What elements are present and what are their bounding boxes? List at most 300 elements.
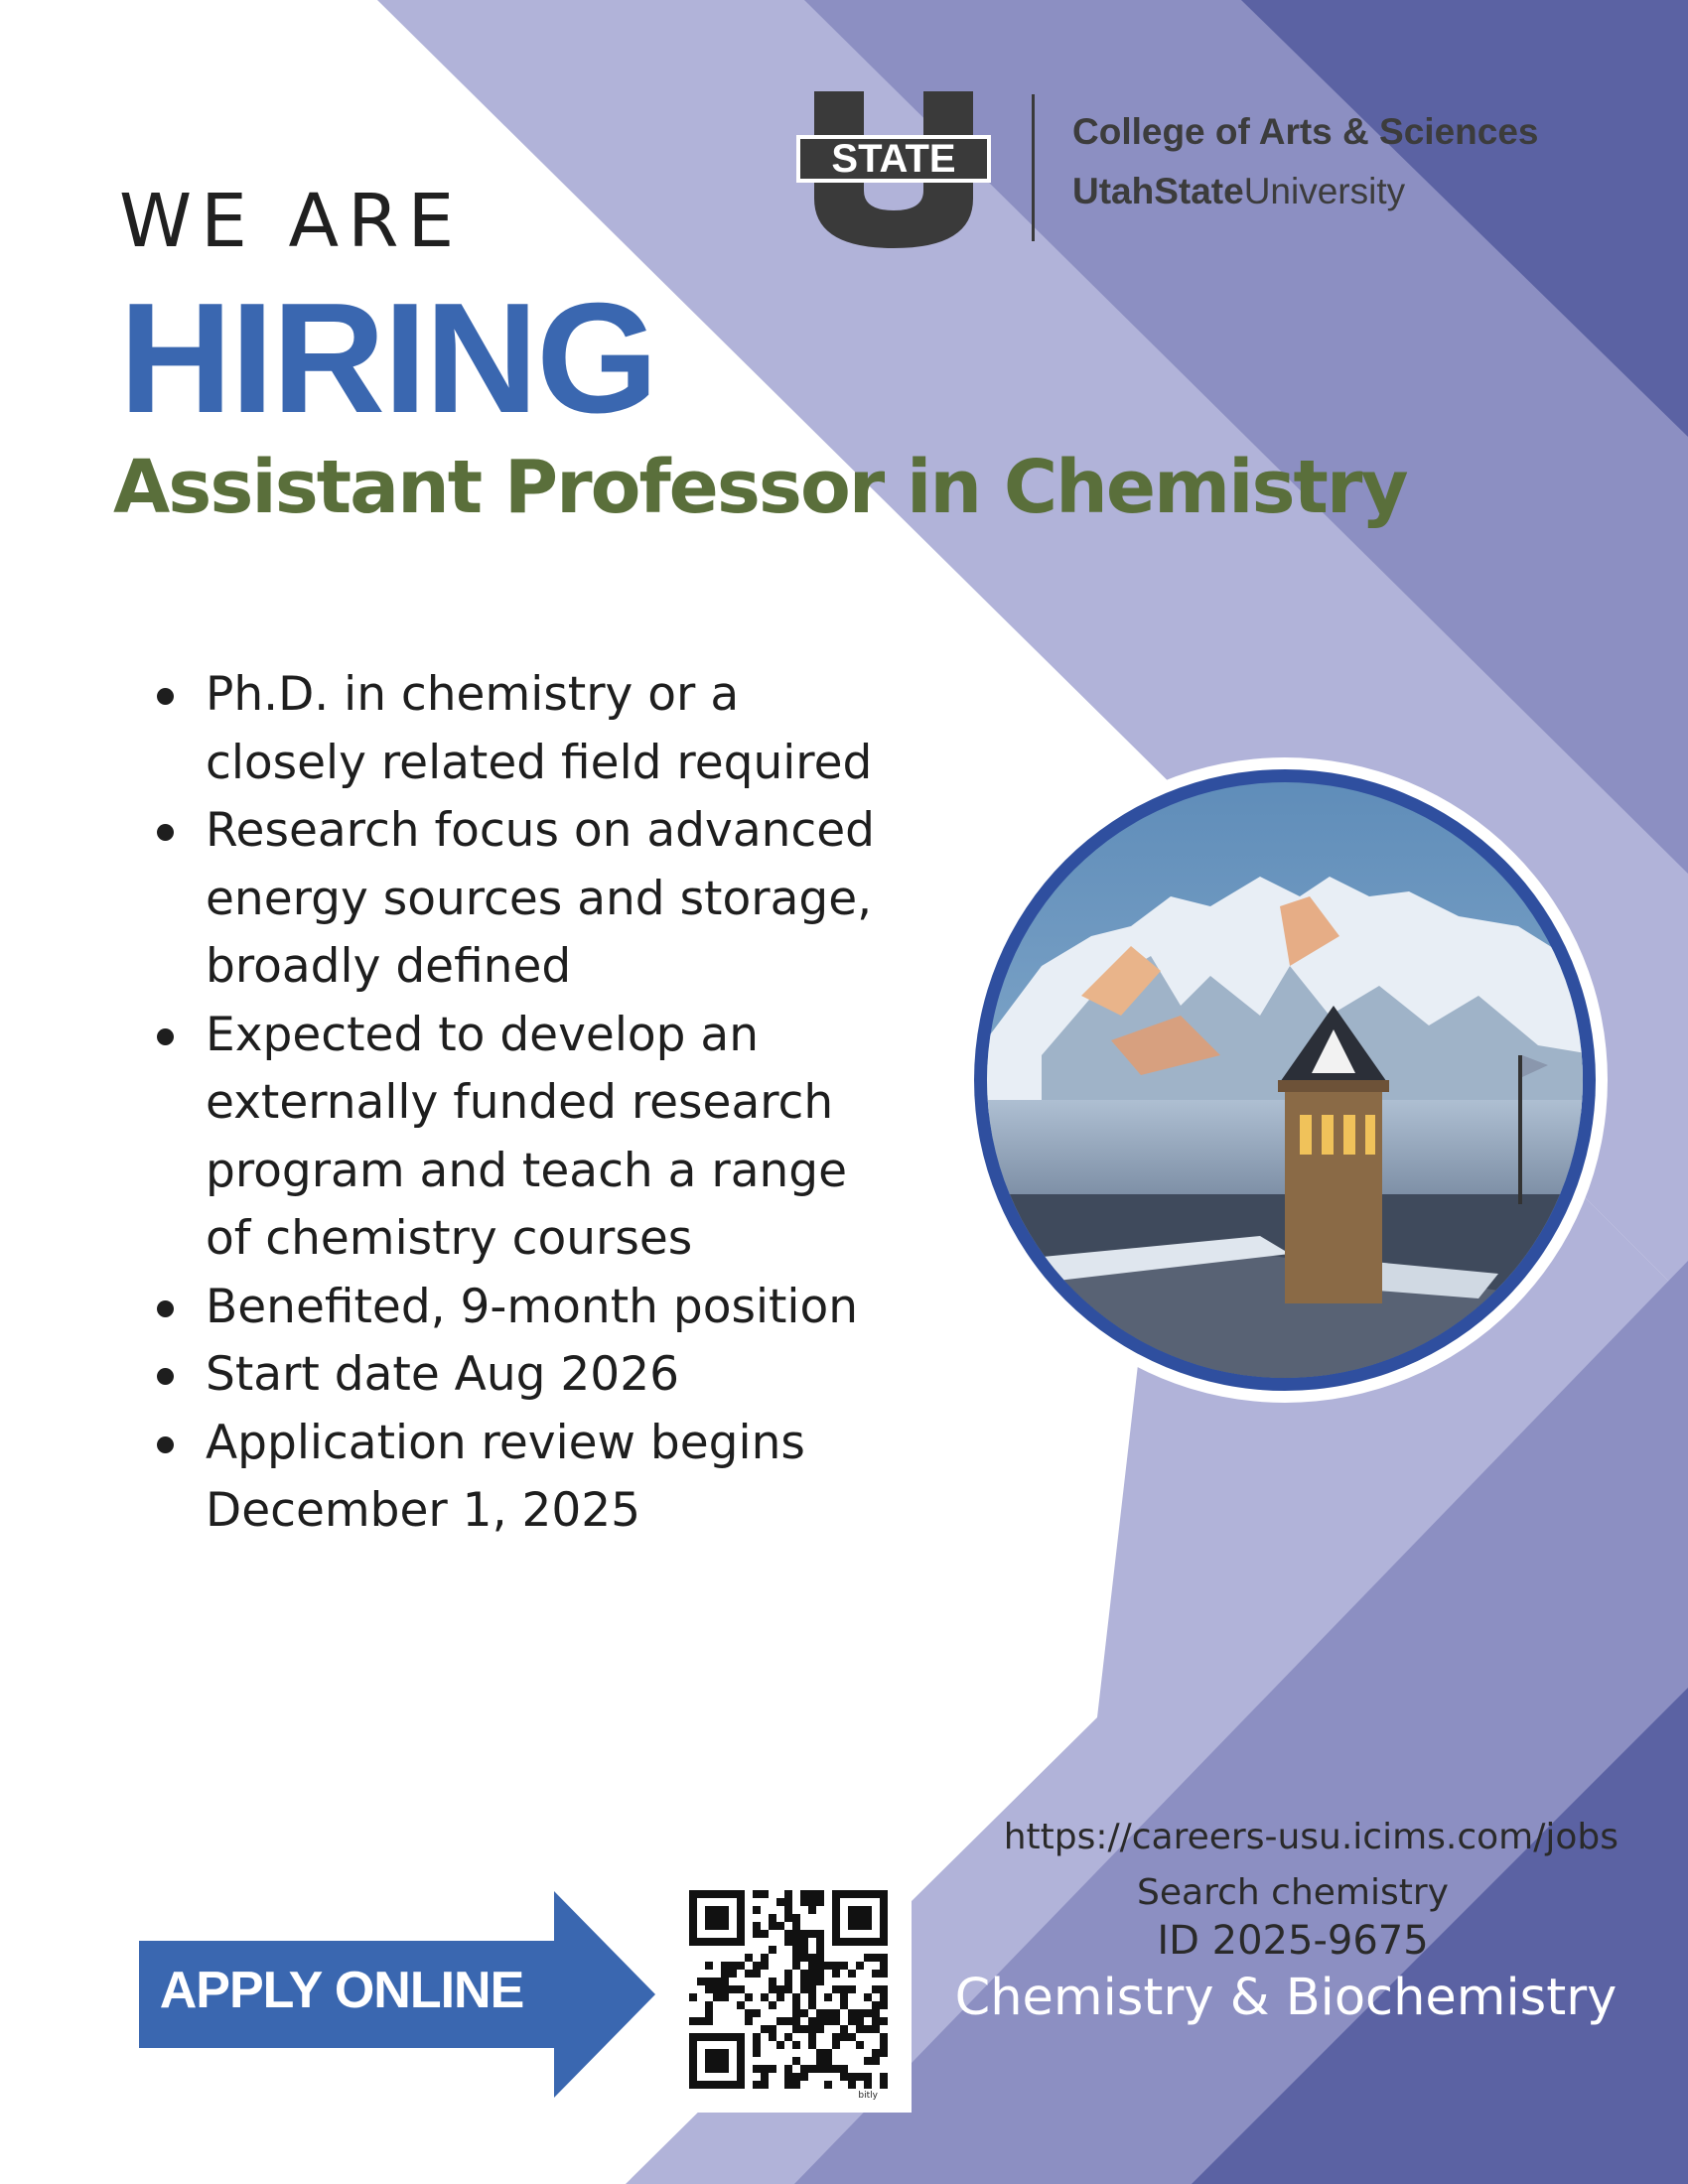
qr-module bbox=[697, 2081, 705, 2089]
qr-module bbox=[832, 2041, 840, 2049]
qr-module bbox=[832, 1985, 840, 1993]
qr-module bbox=[745, 1970, 753, 1978]
qr-module bbox=[864, 1914, 872, 1922]
qr-module bbox=[808, 2033, 816, 2041]
qr-module bbox=[816, 1930, 824, 1938]
qr-module bbox=[840, 1962, 848, 1970]
qr-module bbox=[800, 2009, 808, 2017]
qr-module bbox=[880, 2017, 888, 2025]
qr-module bbox=[761, 2065, 769, 2073]
qr-module bbox=[729, 1890, 737, 1898]
qr-module bbox=[792, 1938, 800, 1946]
qr-module bbox=[800, 2065, 808, 2073]
requirement-item bbox=[151, 1274, 906, 1342]
qr-module bbox=[816, 2049, 824, 2057]
qr-module bbox=[816, 1946, 824, 1954]
qr-module bbox=[872, 2025, 880, 2033]
qr-module bbox=[880, 2081, 888, 2089]
qr-module bbox=[808, 1930, 816, 1938]
qr-module bbox=[848, 1890, 856, 1898]
qr-module bbox=[856, 1914, 864, 1922]
requirements-list bbox=[151, 661, 906, 1546]
qr-module bbox=[880, 1906, 888, 1914]
qr-module bbox=[808, 1970, 816, 1978]
qr-module bbox=[832, 1922, 840, 1930]
qr-module bbox=[848, 1985, 856, 1993]
qr-module bbox=[800, 1985, 808, 1993]
qr-module bbox=[824, 2049, 832, 2057]
qr-module bbox=[713, 1993, 721, 2001]
qr-module bbox=[784, 1890, 792, 1898]
apply-online-button[interactable] bbox=[139, 1891, 655, 2098]
qr-module bbox=[705, 1938, 713, 1946]
requirement-text: Benefited, 9-month position bbox=[206, 1279, 859, 1334]
qr-module bbox=[689, 1914, 697, 1922]
qr-module bbox=[824, 1993, 832, 2001]
qr-module bbox=[737, 1922, 745, 1930]
qr-module bbox=[689, 1993, 697, 2001]
qr-module bbox=[784, 1970, 792, 1978]
qr-module bbox=[689, 2073, 697, 2081]
qr-module bbox=[776, 1985, 784, 1993]
qr-module bbox=[824, 1962, 832, 1970]
qr-module bbox=[753, 2049, 761, 2057]
qr-module bbox=[737, 1962, 745, 1970]
qr-module bbox=[824, 2017, 832, 2025]
qr-module bbox=[880, 2073, 888, 2081]
qr-module bbox=[697, 1938, 705, 1946]
qr-module bbox=[713, 1938, 721, 1946]
qr-module bbox=[800, 1946, 808, 1954]
qr-module bbox=[753, 2065, 761, 2073]
qr-module bbox=[784, 2017, 792, 2025]
requirement-text: Start date Aug 2026 bbox=[206, 1347, 679, 1402]
qr-module bbox=[808, 2017, 816, 2025]
qr-module bbox=[784, 1906, 792, 1914]
qr-module bbox=[737, 1930, 745, 1938]
qr-module bbox=[761, 2073, 769, 2081]
qr-module bbox=[832, 2017, 840, 2025]
search-hint: Search chemistry bbox=[1137, 1872, 1449, 1913]
qr-module bbox=[792, 2001, 800, 2009]
qr-module bbox=[689, 1922, 697, 1930]
qr-module bbox=[713, 2065, 721, 2073]
qr-module bbox=[776, 1993, 784, 2001]
qr-module bbox=[880, 1890, 888, 1898]
qr-module bbox=[872, 2049, 880, 2057]
qr-code-icon bbox=[689, 1890, 888, 2089]
qr-module bbox=[816, 2017, 824, 2025]
qr-module bbox=[848, 2009, 856, 2017]
qr-module bbox=[705, 1906, 713, 1914]
qr-module bbox=[737, 2081, 745, 2089]
qr-module bbox=[689, 1898, 697, 1906]
qr-module bbox=[689, 2017, 697, 2025]
qr-module bbox=[784, 2033, 792, 2041]
qr-module bbox=[832, 1962, 840, 1970]
qr-module bbox=[745, 1993, 753, 2001]
qr-module bbox=[705, 1962, 713, 1970]
qr-module bbox=[689, 1906, 697, 1914]
qr-module bbox=[689, 1930, 697, 1938]
qr-module bbox=[792, 1993, 800, 2001]
qr-module bbox=[753, 1890, 761, 1898]
qr-module bbox=[872, 2057, 880, 2065]
department-name: Chemistry & Biochemistry bbox=[954, 1969, 1618, 2027]
qr-module bbox=[856, 1922, 864, 1930]
qr-module bbox=[880, 2001, 888, 2009]
qr-module bbox=[840, 2033, 848, 2041]
qr-module bbox=[808, 2065, 816, 2073]
qr-module bbox=[721, 2081, 729, 2089]
qr-module bbox=[705, 2033, 713, 2041]
qr-module bbox=[856, 2017, 864, 2025]
qr-module bbox=[721, 2065, 729, 2073]
qr-module bbox=[800, 1938, 808, 1946]
qr-module bbox=[769, 1985, 776, 1993]
qr-module bbox=[856, 1938, 864, 1946]
qr-module bbox=[689, 2081, 697, 2089]
qr-module bbox=[721, 2057, 729, 2065]
logo-mark-text: STATE bbox=[831, 137, 956, 181]
qr-module bbox=[792, 1946, 800, 1954]
qr-module bbox=[848, 2073, 856, 2081]
qr-module bbox=[840, 2073, 848, 2081]
qr-module bbox=[792, 2057, 800, 2065]
qr-code-card[interactable] bbox=[665, 1866, 912, 2113]
qr-module bbox=[705, 1978, 713, 1985]
requirement-item bbox=[151, 1002, 906, 1274]
qr-module bbox=[784, 1898, 792, 1906]
qr-module bbox=[816, 2057, 824, 2065]
qr-module bbox=[848, 1938, 856, 1946]
requirement-item bbox=[151, 661, 906, 797]
requirement-text: Research focus on advanced energy sources and storage, broadly defined bbox=[206, 803, 875, 994]
requirement-item bbox=[151, 1341, 906, 1410]
qr-module bbox=[824, 2009, 832, 2017]
qr-module bbox=[864, 1890, 872, 1898]
qr-module bbox=[761, 1962, 769, 1970]
qr-module bbox=[848, 1914, 856, 1922]
qr-module bbox=[737, 2073, 745, 2081]
qr-module bbox=[816, 1938, 824, 1946]
qr-module bbox=[808, 1985, 816, 1993]
qr-module bbox=[848, 2081, 856, 2089]
qr-module bbox=[800, 2025, 808, 2033]
qr-module bbox=[880, 1970, 888, 1978]
qr-module bbox=[840, 2065, 848, 2073]
qr-module bbox=[769, 2065, 776, 2073]
qr-module bbox=[784, 1938, 792, 1946]
qr-module bbox=[800, 1954, 808, 1962]
qr-module bbox=[745, 2009, 753, 2017]
qr-module bbox=[705, 1922, 713, 1930]
university-name-regular: University bbox=[1243, 171, 1406, 211]
qr-module bbox=[864, 2057, 872, 2065]
qr-module bbox=[864, 1906, 872, 1914]
requirement-item bbox=[151, 797, 906, 1002]
qr-module bbox=[713, 2033, 721, 2041]
qr-module bbox=[776, 1898, 784, 1906]
qr-module bbox=[705, 1890, 713, 1898]
qr-module bbox=[753, 1962, 761, 1970]
qr-module bbox=[729, 2081, 737, 2089]
qr-module bbox=[721, 1890, 729, 1898]
qr-module bbox=[753, 2081, 761, 2089]
qr-module bbox=[713, 2057, 721, 2065]
qr-module bbox=[713, 1985, 721, 1993]
qr-module bbox=[880, 1938, 888, 1946]
qr-module bbox=[729, 1970, 737, 1978]
qr-module bbox=[864, 1938, 872, 1946]
qr-module bbox=[729, 1938, 737, 1946]
qr-module bbox=[729, 1962, 737, 1970]
qr-module bbox=[737, 2049, 745, 2057]
qr-module bbox=[705, 1985, 713, 1993]
requirement-text: Expected to develop an externally funded research program and teach a range of chemistry courses bbox=[206, 1007, 848, 1266]
qr-module bbox=[753, 2009, 761, 2017]
qr-module bbox=[848, 2033, 856, 2041]
qr-module bbox=[792, 2041, 800, 2049]
qr-module bbox=[824, 2057, 832, 2065]
qr-module bbox=[689, 2033, 697, 2041]
qr-module bbox=[824, 2081, 832, 2089]
qr-module bbox=[808, 1898, 816, 1906]
bullet-icon bbox=[157, 1028, 174, 1045]
qr-module bbox=[713, 1914, 721, 1922]
qr-module bbox=[745, 1954, 753, 1962]
qr-module bbox=[872, 1938, 880, 1946]
qr-module bbox=[880, 2033, 888, 2041]
qr-module bbox=[832, 2065, 840, 2073]
qr-module bbox=[816, 1970, 824, 1978]
college-name: College of Arts & Sciences bbox=[1072, 111, 1539, 152]
qr-module bbox=[792, 2025, 800, 2033]
qr-module bbox=[840, 1890, 848, 1898]
qr-module bbox=[832, 2033, 840, 2041]
qr-module bbox=[824, 2065, 832, 2073]
qr-module bbox=[769, 1922, 776, 1930]
qr-module bbox=[784, 1985, 792, 1993]
qr-module bbox=[737, 1890, 745, 1898]
qr-module bbox=[721, 1906, 729, 1914]
qr-module bbox=[705, 2049, 713, 2057]
qr-module bbox=[800, 1978, 808, 1985]
qr-module bbox=[792, 2081, 800, 2089]
job-url-link[interactable]: https://careers-usu.icims.com/jobs bbox=[1003, 1817, 1618, 1857]
qr-module bbox=[713, 1890, 721, 1898]
qr-module bbox=[808, 1962, 816, 1970]
qr-module bbox=[864, 1993, 872, 2001]
qr-module bbox=[784, 1930, 792, 1938]
qr-module bbox=[800, 1970, 808, 1978]
qr-module bbox=[816, 1954, 824, 1962]
qr-module bbox=[705, 2057, 713, 2065]
usu-state-u-logo-icon bbox=[794, 91, 999, 248]
qr-module bbox=[769, 1914, 776, 1922]
qr-module bbox=[737, 2065, 745, 2073]
qr-module bbox=[697, 1890, 705, 1898]
qr-module bbox=[856, 2041, 864, 2049]
qr-module bbox=[832, 1930, 840, 1938]
qr-module bbox=[769, 1978, 776, 1985]
qr-module bbox=[705, 2081, 713, 2089]
qr-module bbox=[816, 2065, 824, 2073]
qr-module bbox=[872, 1985, 880, 1993]
qr-module bbox=[776, 2017, 784, 2025]
qr-module bbox=[689, 2049, 697, 2057]
we-are-heading: WE ARE bbox=[119, 179, 464, 264]
qr-module bbox=[753, 1970, 761, 1978]
requirement-text: Application review begins December 1, 2025 bbox=[206, 1415, 805, 1538]
qr-module bbox=[761, 2081, 769, 2089]
qr-module bbox=[737, 1914, 745, 1922]
qr-module bbox=[800, 1930, 808, 1938]
requirement-item bbox=[151, 1410, 906, 1546]
qr-module bbox=[856, 2073, 864, 2081]
qr-module bbox=[800, 2073, 808, 2081]
qr-module bbox=[832, 1914, 840, 1922]
qr-module bbox=[840, 1993, 848, 2001]
job-title: Assistant Professor in Chemistry bbox=[113, 445, 1407, 530]
qr-module bbox=[816, 2009, 824, 2017]
qr-module bbox=[737, 2033, 745, 2041]
bullet-icon bbox=[157, 824, 174, 841]
qr-module bbox=[864, 1954, 872, 1962]
qr-module bbox=[840, 2001, 848, 2009]
qr-module bbox=[753, 1930, 761, 1938]
qr-module bbox=[769, 2033, 776, 2041]
qr-module bbox=[856, 1890, 864, 1898]
qr-module bbox=[808, 2025, 816, 2033]
qr-module bbox=[800, 1898, 808, 1906]
bullet-icon bbox=[157, 688, 174, 705]
qr-module bbox=[856, 1962, 864, 1970]
qr-module bbox=[784, 2065, 792, 2073]
qr-module bbox=[792, 2009, 800, 2017]
qr-module bbox=[880, 1954, 888, 1962]
qr-module bbox=[848, 1970, 856, 1978]
qr-module bbox=[816, 1898, 824, 1906]
qr-module bbox=[832, 1938, 840, 1946]
qr-module bbox=[832, 1890, 840, 1898]
qr-module bbox=[705, 2065, 713, 2073]
qr-module bbox=[753, 2033, 761, 2041]
qr-module bbox=[808, 2041, 816, 2049]
qr-module bbox=[697, 2033, 705, 2041]
qr-module bbox=[705, 2009, 713, 2017]
qr-module bbox=[697, 2017, 705, 2025]
bullet-icon bbox=[157, 1436, 174, 1453]
qr-module bbox=[769, 2001, 776, 2009]
qr-module bbox=[848, 1922, 856, 1930]
qr-module bbox=[880, 2049, 888, 2057]
qr-module bbox=[713, 2081, 721, 2089]
qr-module bbox=[792, 1962, 800, 1970]
qr-module bbox=[689, 2057, 697, 2065]
qr-module bbox=[761, 1930, 769, 1938]
qr-module bbox=[689, 1938, 697, 1946]
qr-module bbox=[737, 2041, 745, 2049]
qr-module bbox=[776, 2041, 784, 2049]
qr-module bbox=[761, 1993, 769, 2001]
hiring-headline: HIRING bbox=[119, 271, 656, 446]
qr-module bbox=[808, 1993, 816, 2001]
qr-module bbox=[737, 1906, 745, 1914]
qr-module bbox=[705, 2017, 713, 2025]
university-name-bold: UtahState bbox=[1072, 171, 1244, 211]
qr-module bbox=[761, 2025, 769, 2033]
qr-module bbox=[872, 1954, 880, 1962]
qr-module bbox=[792, 1914, 800, 1922]
qr-module bbox=[880, 1993, 888, 2001]
qr-module bbox=[808, 1954, 816, 1962]
qr-module bbox=[721, 1922, 729, 1930]
qr-module bbox=[689, 2065, 697, 2073]
qr-module bbox=[697, 1978, 705, 1985]
qr-tag: bitly bbox=[858, 2091, 878, 2101]
qr-module bbox=[721, 1938, 729, 1946]
qr-module bbox=[721, 1914, 729, 1922]
qr-module bbox=[769, 1946, 776, 1954]
qr-module bbox=[856, 1906, 864, 1914]
qr-module bbox=[816, 1962, 824, 1970]
logo-divider bbox=[1032, 94, 1035, 241]
qr-module bbox=[872, 2009, 880, 2017]
qr-module bbox=[784, 2081, 792, 2089]
qr-module bbox=[784, 1914, 792, 1922]
qr-module bbox=[816, 2025, 824, 2033]
qr-module bbox=[792, 1954, 800, 1962]
qr-module bbox=[864, 2025, 872, 2033]
qr-module bbox=[832, 1906, 840, 1914]
qr-module bbox=[753, 2041, 761, 2049]
qr-module bbox=[721, 1962, 729, 1970]
qr-module bbox=[689, 1890, 697, 1898]
qr-module bbox=[832, 1970, 840, 1978]
qr-module bbox=[832, 1898, 840, 1906]
qr-module bbox=[761, 1890, 769, 1898]
qr-module bbox=[753, 1922, 761, 1930]
qr-module bbox=[737, 1898, 745, 1906]
qr-module bbox=[776, 1922, 784, 1930]
qr-module bbox=[713, 1906, 721, 1914]
qr-module bbox=[864, 2009, 872, 2017]
qr-module bbox=[769, 2025, 776, 2033]
qr-module bbox=[737, 2001, 745, 2009]
qr-module bbox=[880, 2041, 888, 2049]
qr-module bbox=[721, 1978, 729, 1985]
qr-module bbox=[872, 2001, 880, 2009]
qr-module bbox=[784, 1978, 792, 1985]
bullet-icon bbox=[157, 1368, 174, 1385]
qr-module bbox=[808, 1978, 816, 1985]
qr-module bbox=[689, 2041, 697, 2049]
qr-module bbox=[784, 2073, 792, 2081]
qr-module bbox=[761, 1954, 769, 1962]
qr-module bbox=[816, 1978, 824, 1985]
qr-module bbox=[792, 1930, 800, 1938]
qr-module bbox=[880, 1922, 888, 1930]
qr-module bbox=[856, 2025, 864, 2033]
qr-module bbox=[880, 1914, 888, 1922]
qr-module bbox=[745, 2017, 753, 2025]
qr-module bbox=[721, 1993, 729, 2001]
bullet-icon bbox=[157, 1300, 174, 1317]
qr-module bbox=[808, 1890, 816, 1898]
qr-module bbox=[737, 1985, 745, 1993]
qr-module bbox=[713, 2049, 721, 2057]
